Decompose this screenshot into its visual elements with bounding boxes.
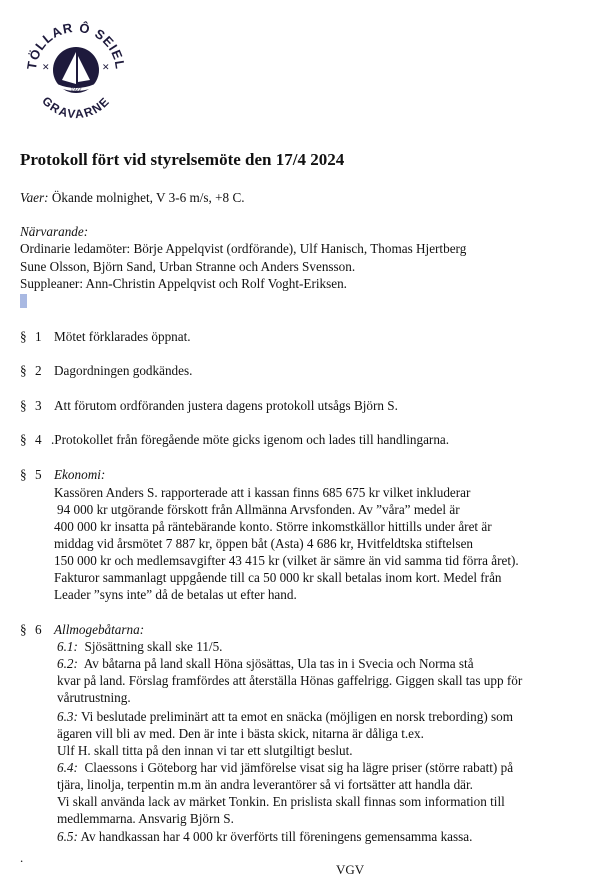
logo-top-text: TÖLLAR Ô SEIEL [23, 19, 129, 71]
logo-year: 1922 [70, 87, 82, 93]
footer-dot: . [20, 850, 24, 865]
subsection-line: ägaren vill bli av med. Den är inte i bästa skick, nitarna är dåliga t.ex. [57, 726, 424, 741]
attendance-line: Suppleaner: Ann-Christin Appelqvist och Rolf Voght-Eriksen. [20, 276, 347, 291]
subsection-6-5: 6.5: Av handkassan har 4 000 kr överförts till föreningens gemensamma kassa. [57, 829, 473, 844]
subsection-line: vårutrustning. [57, 690, 131, 705]
club-logo [22, 14, 130, 122]
text-cursor[interactable] [20, 294, 27, 308]
svg-text:GRAVARNE [39, 94, 113, 121]
economy-line: 150 000 kr och medlemsavgifter 43 415 kr (vilket är sämre än vid samma tid förra året). [54, 553, 519, 568]
economy-line: 94 000 kr utgörande förskott från Allmänna Arvsfonden. Av ”våra” medel är [57, 502, 460, 517]
subsection-6-4: 6.4: Claessons i Göteborg har vid jämförelse visat sig ha lägre priser (större rabatt) på [57, 760, 514, 775]
subsection-line: kvar på land. Förslag framfördes att återställa Hönas gaffelrigg. Giggen skall tas upp för [57, 673, 523, 688]
subsection-line: Ulf H. skall titta på den innan vi tar ett slutgiltigt beslut. [57, 743, 353, 758]
economy-line: middag vid årsmötet 7 887 kr, öppen båt (Asta) 4 686 kr, Hvitfeldtska stiftelsen [54, 536, 474, 551]
attendance-heading: Närvarande: [20, 224, 89, 239]
attendance-line: Sune Olsson, Björn Sand, Urban Stranne och Anders Svensson. [20, 259, 356, 274]
logo-cross-left-icon: ✕ [42, 63, 50, 73]
subsection-6-3: 6.3: Vi beslutade preliminärt att ta emot en snäcka (möjligen en norsk trebording) som [57, 709, 514, 724]
subsection-6-1: 6.1: Sjösättning skall ske 11/5. [57, 639, 223, 654]
economy-line: Kassören Anders S. rapporterade att i kassan finns 685 675 kr vilket inkluderar [54, 485, 471, 500]
document-page: TÖLLAR Ô SEIEL GRAVARNE 1922 ✕ ✕ Protokoll fört vid styrelsemöte den 17/4 2024 Vaer: Ökande molnighet, V 3-6 m/s, +8 C. Närvarande: Ordinarie ledamöter: Börje Appelqvist (ordförande), Ulf Hanisch, Thomas Hjertberg Sune Olsson, Björn Sand, Urban Stranne och Anders Svensson. Suppleaner: Ann-Christin Appelqvist och Rolf Voght-Eriksen. § 1 Mötet förklarades öppnat. § 2 Dagordningen godkändes. § 3 Att förutom ordföranden justera dagens protokoll utsågs Björn S. § 4 .Protokollet från föregående möte gicks igenom och lades till handlingarna. § 5 Ekonomi: Kassören Anders S. rapporterade att i kassan finns 685 675 kr vilket inkluderar 94 000 kr utgörande förskott från Allmänna Arvsfonden. Av ”våra” medel är 400 000 kr insatta på räntebärande konto. Större inkomstkällor hittills under året är middag vid årsmötet 7 887 kr, öppen båt (Asta) 4 686 kr, Hvitfeldtska stiftelsen 150 000 kr och medlemsavgifter 43 415 kr (vilket är sämre än vid samma tid förra året). Fakturor sammanlagt uppgående till ca 50 000 kr skall betalas inom kort. Medel från Leader ”syns inte” då de betalas ut efter hand. § 6 Allmogebåtarna: 6.1: Sjösättning skall ske 11/5. 6.2: Av båtarna på land skall Höna sjösättas, Ula tas in i Svecia och Norma stå kvar på land. Förslag framfördes att återställa Hönas gaffelrigg. Giggen skall tas upp för vårutrustning. 6.3: Vi beslutade preliminärt att ta emot en snäcka (möjligen en norsk trebording) som ägaren vill bli av med. Den är inte i bästa skick, nitarna är dåliga t.ex. Ulf H. skall titta på den innan vi tar ett slutgiltigt beslut. 6.4: Claessons i Göteborg har vid jämförelse visat sig ha lägre priser (större rabatt) på tjära, linolja, terpentin m.m än andra leverantörer så vi fortsätter att handla där. Vi skall använda lack av märket Tonkin. En prislista skall finnas som information till medlemmarna. Ansvarig Björn S. 6.5: Av handkassan har 4 000 kr överförts till föreningens gemensamma kassa. . VGV [0, 0, 594, 873]
document-title: Protokoll fört vid styrelsemöte den 17/4 2024 [20, 150, 345, 169]
subsection-line: medlemmarna. Ansvarig Björn S. [57, 811, 234, 826]
logo-bottom-text: GRAVARNE [39, 93, 113, 122]
attendance-line: Ordinarie ledamöter: Börje Appelqvist (ordförande), Ulf Hanisch, Thomas Hjertberg [20, 241, 467, 256]
subsection-line: tjära, linolja, terpentin m.m än andra leverantörer så vi fortsätter att handla där. [57, 777, 473, 792]
logo-cross-right-icon: ✕ [102, 63, 110, 73]
economy-line: Fakturor sammanlagt uppgående till ca 50 000 kr skall betalas inom kort. Medel från [54, 570, 502, 585]
economy-line: Leader ”syns inte” då de betalas ut efter hand. [54, 587, 297, 602]
weather-line [20, 189, 245, 206]
economy-line: 400 000 kr insatta på räntebärande konto. Större inkomstkällor hittills under året är [54, 519, 492, 534]
footer-initials: VGV [336, 862, 365, 877]
subsection-6-2: 6.2: Av båtarna på land skall Höna sjösättas, Ula tas in i Svecia och Norma stå [57, 656, 474, 671]
weather-text: Ökande molnighet, V 3-6 m/s, +8 C. [51, 190, 245, 205]
weather-label: Vaer: [20, 190, 49, 205]
subsection-line: Vi skall använda lack av märket Tonkin. En prislista skall finnas som information till [57, 794, 505, 809]
